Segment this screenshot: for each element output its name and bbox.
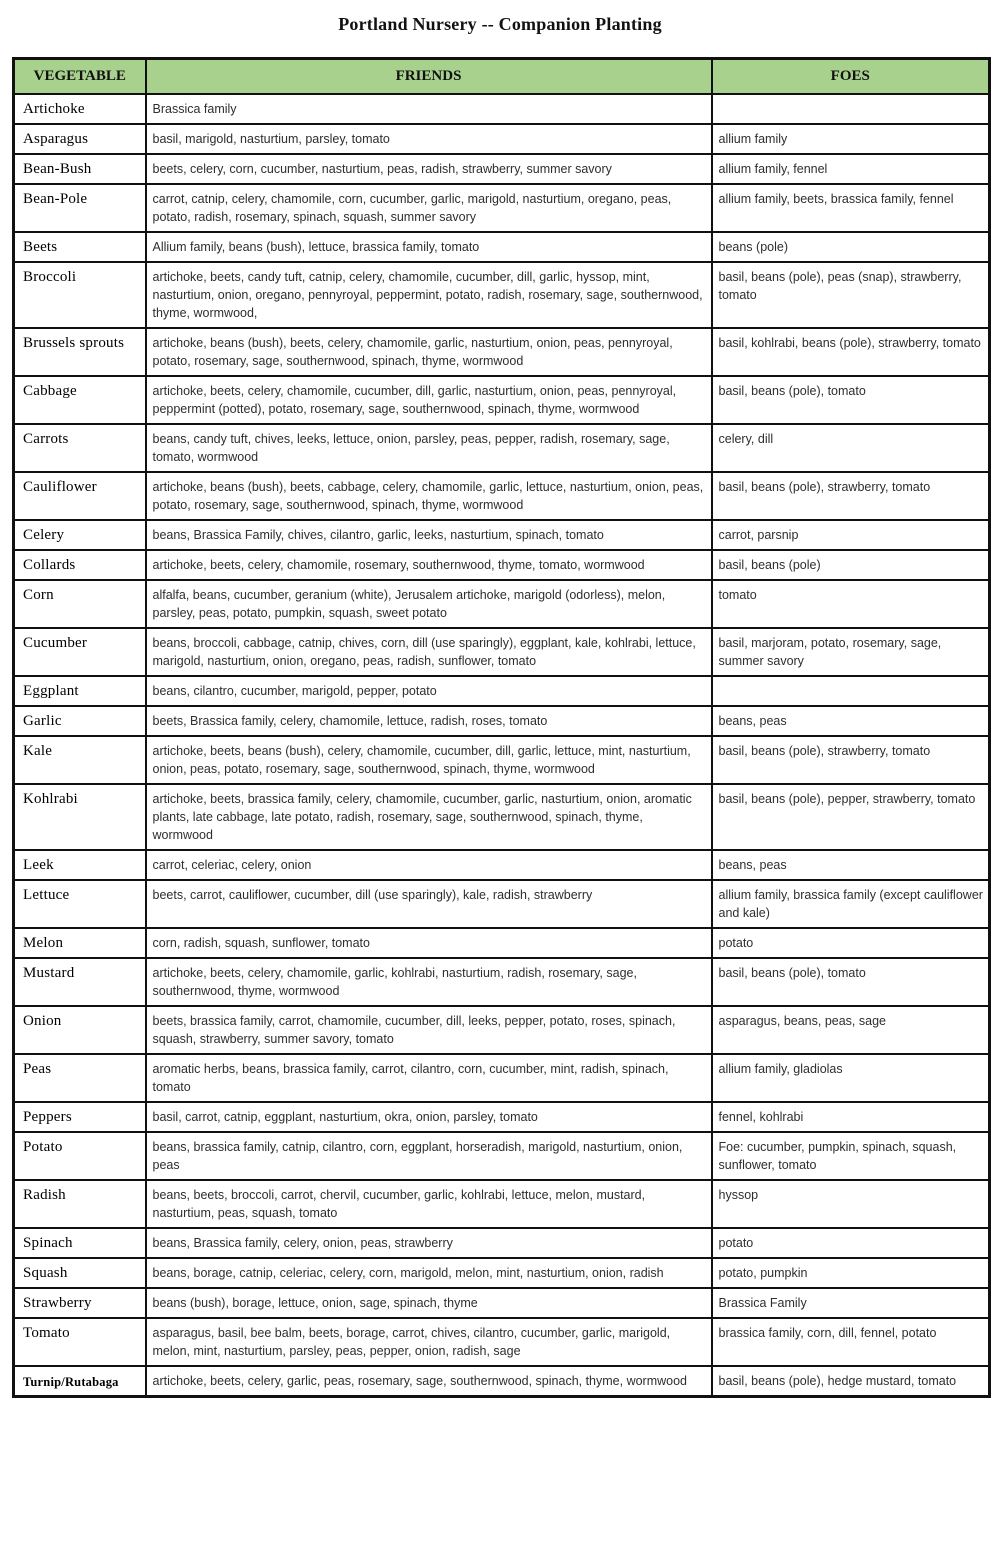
- foes-cell: tomato: [712, 580, 990, 628]
- table-row: [14, 154, 990, 184]
- vegetable-cell: Collards: [14, 550, 146, 580]
- friends-cell: artichoke, beets, celery, garlic, peas, rosemary, sage, southernwood, spinach, thyme, wormwood: [146, 1366, 712, 1397]
- table-row: [14, 1132, 990, 1180]
- foes-cell: [712, 94, 990, 124]
- friends-cell: beans, candy tuft, chives, leeks, lettuce, onion, parsley, peas, pepper, radish, rosemary, sage, tomato, wormwood: [146, 424, 712, 472]
- table-row: [14, 94, 990, 124]
- vegetable-cell: Brussels sprouts: [14, 328, 146, 376]
- friends-cell: artichoke, beans (bush), beets, cabbage, celery, chamomile, garlic, lettuce, nasturtium, onion, peas, potato, rosemary, sage, southernwood, spinach, thyme, wormwood: [146, 472, 712, 520]
- friends-cell: beets, Brassica family, celery, chamomile, lettuce, radish, roses, tomato: [146, 706, 712, 736]
- foes-cell: allium family, beets, brassica family, fennel: [712, 184, 990, 232]
- table-row: [14, 376, 990, 424]
- friends-cell: basil, carrot, catnip, eggplant, nasturtium, okra, onion, parsley, tomato: [146, 1102, 712, 1132]
- column-header-friends: FRIENDS: [146, 59, 712, 95]
- table-row: [14, 928, 990, 958]
- page-title: Portland Nursery -- Companion Planting: [338, 14, 662, 34]
- foes-cell: potato: [712, 1228, 990, 1258]
- vegetable-cell: Cabbage: [14, 376, 146, 424]
- vegetable-cell: Squash: [14, 1258, 146, 1288]
- friends-cell: beets, celery, corn, cucumber, nasturtium, peas, radish, strawberry, summer savory: [146, 154, 712, 184]
- companion-planting-table: [12, 57, 991, 1398]
- vegetable-cell: Beets: [14, 232, 146, 262]
- table-row: [14, 706, 990, 736]
- friends-cell: carrot, catnip, celery, chamomile, corn, cucumber, garlic, marigold, nasturtium, oregano, peas, potato, radish, rosemary, spinach, squash, summer savory: [146, 184, 712, 232]
- table-header: [14, 59, 990, 95]
- friends-cell: artichoke, beets, candy tuft, catnip, celery, chamomile, cucumber, dill, garlic, hyssop, mint, nasturtium, onion, oregano, pennyroyal, peppermint, potato, radish, rosemary, sage, southernwood, thyme, wormwood,: [146, 262, 712, 328]
- table-row: [14, 232, 990, 262]
- foes-cell: fennel, kohlrabi: [712, 1102, 990, 1132]
- vegetable-cell: Peppers: [14, 1102, 146, 1132]
- vegetable-cell: Broccoli: [14, 262, 146, 328]
- foes-cell: allium family, brassica family (except cauliflower and kale): [712, 880, 990, 928]
- friends-cell: beans, cilantro, cucumber, marigold, pepper, potato: [146, 676, 712, 706]
- friends-cell: beans (bush), borage, lettuce, onion, sage, spinach, thyme: [146, 1288, 712, 1318]
- table-row: [14, 1006, 990, 1054]
- table-row: [14, 850, 990, 880]
- friends-cell: beets, brassica family, carrot, chamomile, cucumber, dill, leeks, pepper, potato, roses, spinach, squash, strawberry, summer savory, tomato: [146, 1006, 712, 1054]
- table-row: [14, 520, 990, 550]
- vegetable-cell: Cauliflower: [14, 472, 146, 520]
- friends-cell: beets, carrot, cauliflower, cucumber, dill (use sparingly), kale, radish, strawberry: [146, 880, 712, 928]
- vegetable-cell: Bean-Pole: [14, 184, 146, 232]
- vegetable-cell: Carrots: [14, 424, 146, 472]
- vegetable-cell: Radish: [14, 1180, 146, 1228]
- foes-cell: brassica family, corn, dill, fennel, potato: [712, 1318, 990, 1366]
- friends-cell: artichoke, beans (bush), beets, celery, chamomile, garlic, nasturtium, onion, peas, pennyroyal, potato, rosemary, sage, southernwood, spinach, thyme, wormwood: [146, 328, 712, 376]
- table-row: [14, 1228, 990, 1258]
- table-row: [14, 958, 990, 1006]
- column-header-vegetable: VEGETABLE: [14, 59, 146, 95]
- vegetable-cell: Turnip/Rutabaga: [14, 1366, 146, 1397]
- foes-cell: beans, peas: [712, 850, 990, 880]
- table-row: [14, 1102, 990, 1132]
- vegetable-cell: Potato: [14, 1132, 146, 1180]
- table-row: [14, 880, 990, 928]
- column-header-foes: FOES: [712, 59, 990, 95]
- foes-cell: allium family, fennel: [712, 154, 990, 184]
- foes-cell: basil, marjoram, potato, rosemary, sage, summer savory: [712, 628, 990, 676]
- friends-cell: beans, Brassica Family, chives, cilantro, garlic, leeks, nasturtium, spinach, tomato: [146, 520, 712, 550]
- foes-cell: potato, pumpkin: [712, 1258, 990, 1288]
- foes-cell: basil, beans (pole), strawberry, tomato: [712, 736, 990, 784]
- vegetable-cell: Kohlrabi: [14, 784, 146, 850]
- foes-cell: allium family, gladiolas: [712, 1054, 990, 1102]
- vegetable-cell: Tomato: [14, 1318, 146, 1366]
- foes-cell: potato: [712, 928, 990, 958]
- table-body: [14, 94, 990, 1397]
- friends-cell: beans, brassica family, catnip, cilantro, corn, eggplant, horseradish, marigold, nasturtium, onion, peas: [146, 1132, 712, 1180]
- table-row: [14, 262, 990, 328]
- table-row: [14, 1054, 990, 1102]
- foes-cell: basil, beans (pole), peas (snap), strawberry, tomato: [712, 262, 990, 328]
- foes-cell: [712, 676, 990, 706]
- vegetable-cell: Eggplant: [14, 676, 146, 706]
- table-row: [14, 1318, 990, 1366]
- vegetable-cell: Peas: [14, 1054, 146, 1102]
- vegetable-cell: Strawberry: [14, 1288, 146, 1318]
- vegetable-cell: Mustard: [14, 958, 146, 1006]
- foes-cell: hyssop: [712, 1180, 990, 1228]
- friends-cell: Allium family, beans (bush), lettuce, brassica family, tomato: [146, 232, 712, 262]
- table-row: [14, 328, 990, 376]
- table-row: [14, 184, 990, 232]
- vegetable-cell: Corn: [14, 580, 146, 628]
- table-row: [14, 472, 990, 520]
- foes-cell: asparagus, beans, peas, sage: [712, 1006, 990, 1054]
- friends-cell: beans, borage, catnip, celeriac, celery, corn, marigold, melon, mint, nasturtium, onion, radish: [146, 1258, 712, 1288]
- foes-cell: basil, beans (pole): [712, 550, 990, 580]
- foes-cell: celery, dill: [712, 424, 990, 472]
- friends-cell: corn, radish, squash, sunflower, tomato: [146, 928, 712, 958]
- friends-cell: artichoke, beets, brassica family, celery, chamomile, cucumber, garlic, nasturtium, onion, aromatic plants, late cabbage, late potato, radish, rosemary, sage, southernwood, spinach, thyme, wormwood: [146, 784, 712, 850]
- friends-cell: beans, Brassica family, celery, onion, peas, strawberry: [146, 1228, 712, 1258]
- friends-cell: alfalfa, beans, cucumber, geranium (white), Jerusalem artichoke, marigold (odorless), melon, parsley, peas, potato, pumpkin, squash, sweet potato: [146, 580, 712, 628]
- table-row: [14, 580, 990, 628]
- vegetable-cell: Melon: [14, 928, 146, 958]
- foes-cell: basil, beans (pole), strawberry, tomato: [712, 472, 990, 520]
- foes-cell: basil, beans (pole), tomato: [712, 376, 990, 424]
- vegetable-cell: Leek: [14, 850, 146, 880]
- friends-cell: carrot, celeriac, celery, onion: [146, 850, 712, 880]
- foes-cell: beans (pole): [712, 232, 990, 262]
- vegetable-cell: Spinach: [14, 1228, 146, 1258]
- friends-cell: aromatic herbs, beans, brassica family, carrot, cilantro, corn, cucumber, mint, radish, spinach, tomato: [146, 1054, 712, 1102]
- table-row: [14, 676, 990, 706]
- vegetable-cell: Onion: [14, 1006, 146, 1054]
- foes-cell: basil, kohlrabi, beans (pole), strawberry, tomato: [712, 328, 990, 376]
- vegetable-cell: Celery: [14, 520, 146, 550]
- vegetable-cell: Garlic: [14, 706, 146, 736]
- friends-cell: artichoke, beets, celery, chamomile, garlic, kohlrabi, nasturtium, radish, rosemary, sage, southernwood, thyme, wormwood: [146, 958, 712, 1006]
- vegetable-cell: Cucumber: [14, 628, 146, 676]
- friends-cell: asparagus, basil, bee balm, beets, borage, carrot, chives, cilantro, cucumber, garlic, marigold, melon, mint, nasturtium, parsley, peas, pepper, onion, radish, sage: [146, 1318, 712, 1366]
- header-row: [14, 59, 990, 95]
- foes-cell: basil, beans (pole), tomato: [712, 958, 990, 1006]
- foes-cell: beans, peas: [712, 706, 990, 736]
- friends-cell: artichoke, beets, celery, chamomile, rosemary, southernwood, thyme, tomato, wormwood: [146, 550, 712, 580]
- table-row: [14, 424, 990, 472]
- table-row: [14, 124, 990, 154]
- foes-cell: Brassica Family: [712, 1288, 990, 1318]
- friends-cell: basil, marigold, nasturtium, parsley, tomato: [146, 124, 712, 154]
- foes-cell: Foe: cucumber, pumpkin, spinach, squash, sunflower, tomato: [712, 1132, 990, 1180]
- table-row: [14, 1366, 990, 1397]
- vegetable-cell: Kale: [14, 736, 146, 784]
- foes-cell: basil, beans (pole), pepper, strawberry, tomato: [712, 784, 990, 850]
- table-row: [14, 1258, 990, 1288]
- table-row: [14, 1180, 990, 1228]
- foes-cell: allium family: [712, 124, 990, 154]
- table-row: [14, 1288, 990, 1318]
- friends-cell: artichoke, beets, beans (bush), celery, chamomile, cucumber, dill, garlic, lettuce, mint, nasturtium, onion, peas, potato, rosemary, sage, southernwood, spinach, thyme, wormwood: [146, 736, 712, 784]
- table-row: [14, 784, 990, 850]
- friends-cell: beans, broccoli, cabbage, catnip, chives, corn, dill (use sparingly), eggplant, kale, kohlrabi, lettuce, marigold, nasturtium, onion, oregano, peas, radish, sunflower, tomato: [146, 628, 712, 676]
- table-row: [14, 550, 990, 580]
- friends-cell: artichoke, beets, celery, chamomile, cucumber, dill, garlic, nasturtium, onion, peas, pennyroyal, peppermint (potted), potato, rosemary, sage, southernwood, spinach, thyme, wormwood: [146, 376, 712, 424]
- vegetable-cell: Lettuce: [14, 880, 146, 928]
- friends-cell: beans, beets, broccoli, carrot, chervil, cucumber, garlic, kohlrabi, lettuce, melon, mustard, nasturtium, peas, squash, tomato: [146, 1180, 712, 1228]
- foes-cell: carrot, parsnip: [712, 520, 990, 550]
- table-row: [14, 628, 990, 676]
- table-row: [14, 736, 990, 784]
- vegetable-cell: Bean-Bush: [14, 154, 146, 184]
- vegetable-cell: Asparagus: [14, 124, 146, 154]
- friends-cell: Brassica family: [146, 94, 712, 124]
- vegetable-cell: Artichoke: [14, 94, 146, 124]
- foes-cell: basil, beans (pole), hedge mustard, tomato: [712, 1366, 990, 1397]
